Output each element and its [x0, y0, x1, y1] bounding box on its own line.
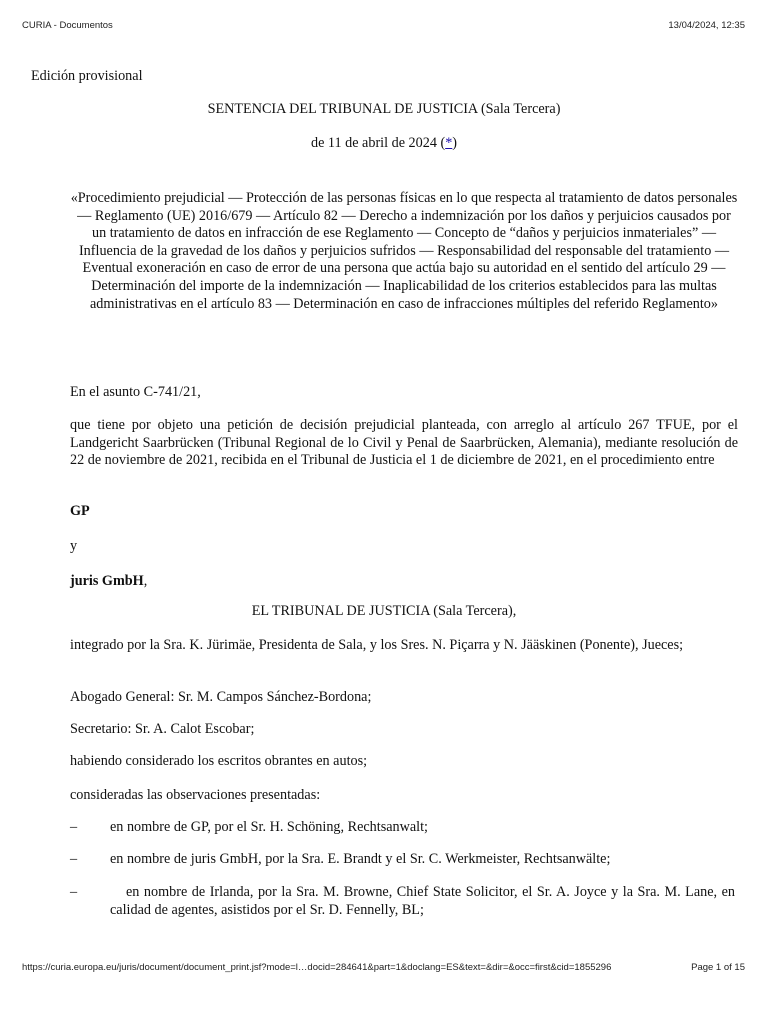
party-applicant: GP	[70, 503, 90, 519]
advocate-general: Abogado General: Sr. M. Campos Sánchez-Bordona;	[70, 689, 372, 705]
print-header-datetime: 13/04/2024, 12:35	[668, 20, 745, 31]
court-heading: EL TRIBUNAL DE JUSTICIA (Sala Tercera),	[251, 603, 517, 619]
registrar: Secretario: Sr. A. Calot Escobar;	[70, 721, 255, 737]
print-header-title: CURIA - Documentos	[22, 20, 113, 31]
date-close: )	[452, 135, 458, 151]
print-footer-page: Page 1 of 15	[691, 962, 745, 973]
date-text: de 11 de abril de 2024 (	[310, 135, 446, 151]
observation-text: en nombre de juris GmbH, por la Sra. E. Brandt y el Sr. C. Werkmeister, Rechtsanwälte;	[110, 851, 611, 867]
party-conjunction: y	[70, 538, 78, 554]
observations-intro: consideradas las observaciones presentadas:	[70, 787, 321, 803]
judgment-date	[0, 135, 768, 153]
judgment-title: SENTENCIA DEL TRIBUNAL DE JUSTICIA (Sala Tercera)	[207, 101, 561, 117]
considering-clause: habiendo considerado los escritos obrantes en autos;	[70, 753, 368, 769]
reference-object: que tiene por objeto una petición de decisión prejudicial planteada, con arreglo al artículo 267 TFUE, por el Landgericht Saarbrücken (Tribunal Regional de lo Civil y Penal de Saarbrücken, Alemania), mediante resolución de 22 de noviembre de 2021, recibida en el Tribunal de Justicia el 1 de diciembre de 2021, en el procedimiento entre	[70, 417, 738, 469]
party-defendant-comma: ,	[143, 573, 148, 589]
print-header	[22, 20, 745, 31]
case-number: En el asunto C-741/21,	[70, 384, 201, 400]
print-footer-url: https://curia.europa.eu/juris/document/document_print.jsf?mode=l…docid=284641&part=1&doclang=ES&text=&dir=&occ=first&cid=1855296	[22, 962, 612, 973]
list-dash: –	[70, 851, 78, 867]
print-footer	[22, 962, 745, 973]
observation-text: en nombre de Irlanda, por la Sra. M. Browne, Chief State Solicitor, el Sr. A. Joyce y la Sra. M. Lane, en calidad de agentes, asistidos por el Sr. D. Fennelly, BL;	[110, 884, 735, 918]
list-dash: –	[70, 884, 78, 900]
observation-text: en nombre de GP, por el Sr. H. Schöning, Rechtsanwalt;	[110, 819, 428, 835]
footnote-link[interactable]: *	[445, 135, 453, 151]
party-defendant	[70, 573, 147, 591]
court-composition: integrado por la Sra. K. Jürimäe, Presidenta de Sala, y los Sres. N. Piçarra y N. Jääskinen (Ponente), Jueces;	[70, 637, 684, 653]
edition-label: Edición provisional	[31, 68, 143, 84]
list-dash: –	[70, 819, 78, 835]
case-summary: «Procedimiento prejudicial — Protección de las personas físicas en lo que respecta al tratamiento de datos personales — Reglamento (UE) 2016/679 — Artículo 82 — Derecho a indemnización por los daños y perjuicios causados por un tratamiento de datos en infracción de ese Reglamento — Concepto de “daños y perjuicios inmateriales” — Influencia de la gravedad de los daños y perjuicios sufridos — Responsabilidad del responsable del tratamiento — Eventual exoneración en caso de error de una persona que actúa bajo su autoridad en el sentido del artículo 29 — Determinación del importe de la indemnización — Inaplicabilidad de los criterios establecidos para las multas administrativas en el artículo 83 — Determinación en caso de infracciones múltiples del referido Reglamento»	[70, 190, 738, 312]
party-defendant-name: juris GmbH	[70, 573, 144, 589]
